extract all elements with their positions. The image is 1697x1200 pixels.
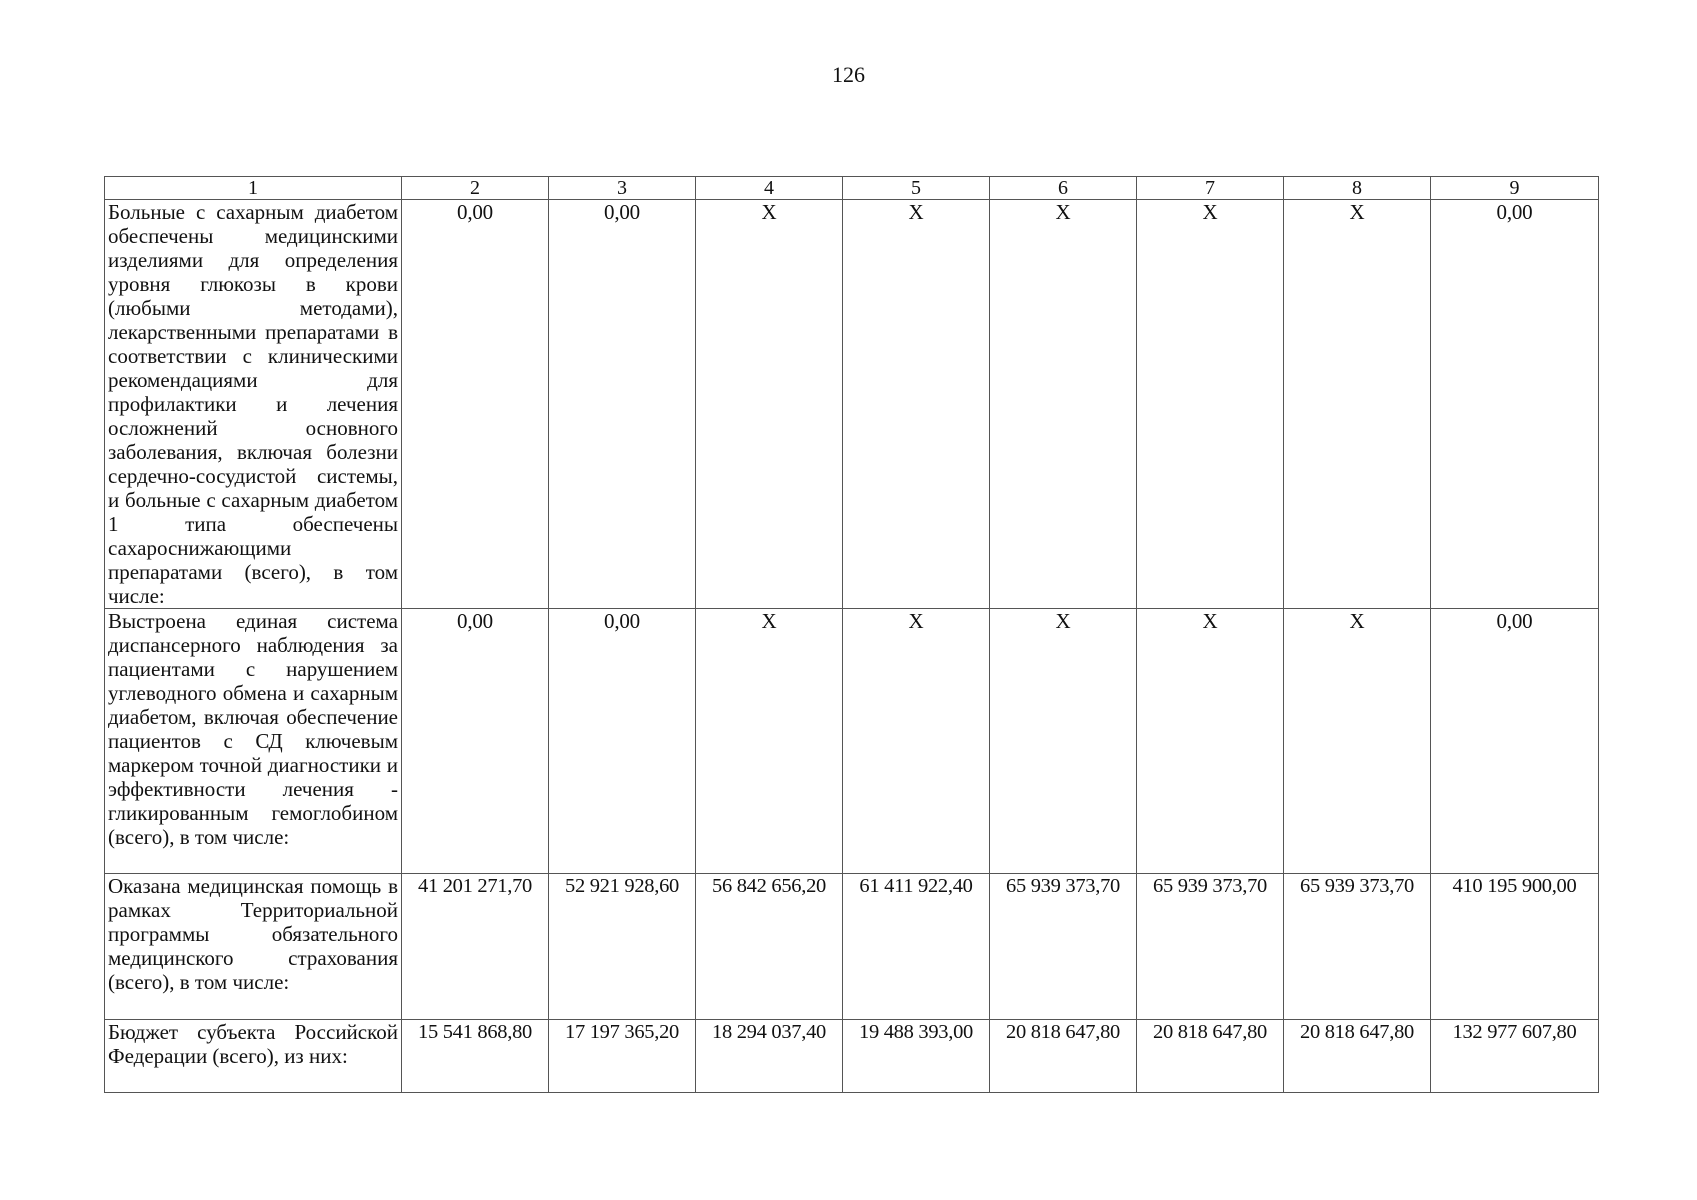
table-cell: 18 294 037,40 <box>696 1020 843 1093</box>
table-cell: X <box>843 609 990 874</box>
budget-table <box>104 176 1599 1093</box>
table-cell: 0,00 <box>549 200 696 609</box>
column-header: 9 <box>1431 177 1599 200</box>
table-cell: 65 939 373,70 <box>1137 874 1284 1020</box>
table-row <box>105 200 1599 609</box>
table-cell: 20 818 647,80 <box>1284 1020 1431 1093</box>
column-header: 3 <box>549 177 696 200</box>
table-row <box>105 874 1599 1020</box>
table-cell: 132 977 607,80 <box>1431 1020 1599 1093</box>
table-cell: 52 921 928,60 <box>549 874 696 1020</box>
table-cell: 17 197 365,20 <box>549 1020 696 1093</box>
column-header: 5 <box>843 177 990 200</box>
table-cell: 61 411 922,40 <box>843 874 990 1020</box>
row-description: Выстроена единая система диспансерного наблюдения за пациентами с нарушением углеводного обмена и сахарным диабетом, включая обеспечение пациентов с СД ключевым маркером точной диагностики и эффективности лечения - гликированным гемоглобином (всего), в том числе: <box>105 609 402 874</box>
table-cell: 0,00 <box>549 609 696 874</box>
page-number: 126 <box>832 62 865 87</box>
column-header: 8 <box>1284 177 1431 200</box>
table-cell: X <box>990 609 1137 874</box>
table-cell: 65 939 373,70 <box>1284 874 1431 1020</box>
column-header: 2 <box>402 177 549 200</box>
header-row <box>105 177 1599 200</box>
table-cell: X <box>1137 200 1284 609</box>
table-cell: X <box>1284 200 1431 609</box>
table-cell: X <box>1284 609 1431 874</box>
table-cell: 0,00 <box>402 200 549 609</box>
table-row <box>105 1020 1599 1093</box>
column-header: 4 <box>696 177 843 200</box>
table-cell: X <box>696 200 843 609</box>
row-description: Оказана медицинская помощь в рамках Территориальной программы обязательного медицинского страхования (всего), в том числе: <box>105 874 402 1020</box>
table-cell: X <box>1137 609 1284 874</box>
table-cell: X <box>843 200 990 609</box>
table-cell: 41 201 271,70 <box>402 874 549 1020</box>
table-cell: 0,00 <box>1431 609 1599 874</box>
row-description: Бюджет субъекта Российской Федерации (всего), из них: <box>105 1020 402 1093</box>
column-header: 7 <box>1137 177 1284 200</box>
column-header: 1 <box>105 177 402 200</box>
table-cell: 56 842 656,20 <box>696 874 843 1020</box>
table-cell: X <box>696 609 843 874</box>
table-cell: 0,00 <box>402 609 549 874</box>
column-header: 6 <box>990 177 1137 200</box>
table-cell: 19 488 393,00 <box>843 1020 990 1093</box>
table-cell: 20 818 647,80 <box>1137 1020 1284 1093</box>
table-cell: X <box>990 200 1137 609</box>
table-cell: 15 541 868,80 <box>402 1020 549 1093</box>
table-cell: 20 818 647,80 <box>990 1020 1137 1093</box>
table-row <box>105 609 1599 874</box>
table-cell: 410 195 900,00 <box>1431 874 1599 1020</box>
row-description: Больные с сахарным диабетом обеспечены медицинскими изделиями для определения уровня глюкозы в крови (любыми методами), лекарственными препаратами в соответствии с клиническими рекомендациями для профилактики и лечения осложнений основного заболевания, включая болезни сердечно-сосудистой системы, и больные с сахарным диабетом 1 типа обеспечены сахароснижающими препаратами (всего), в том числе: <box>105 200 402 609</box>
table-cell: 0,00 <box>1431 200 1599 609</box>
table-cell: 65 939 373,70 <box>990 874 1137 1020</box>
